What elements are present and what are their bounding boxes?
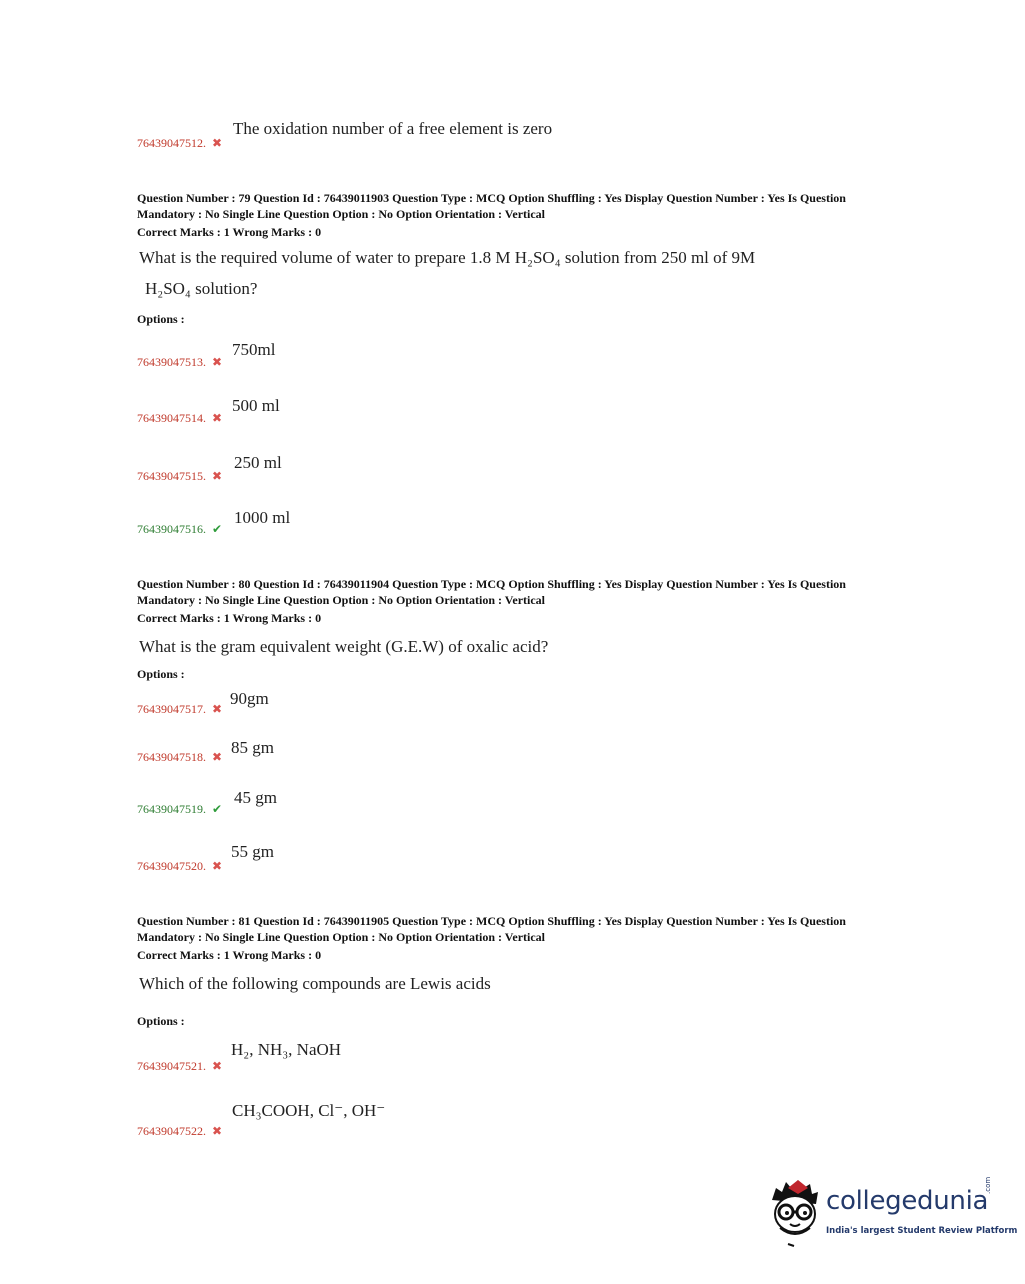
wrong-mark-icon: ✖ <box>212 136 223 150</box>
option-text: 45 gm <box>234 788 277 807</box>
question-meta <box>137 576 917 626</box>
logo-suffix: .com <box>984 1176 992 1194</box>
collegedunia-logo <box>766 1176 1018 1248</box>
option-id-label: 76439047519. <box>137 802 206 816</box>
option-id-label: 76439047514. <box>137 411 206 425</box>
option-id-label: 76439047515. <box>137 469 206 483</box>
meta-line: Question Number : 80 Question Id : 76439011904 Question Type : MCQ Option Shuffling : Yes Display Question Number : Yes Is Question <box>137 577 846 591</box>
check-mark-icon: ✔ <box>212 802 223 816</box>
options-label: Options : <box>137 312 185 326</box>
option-id <box>137 750 222 765</box>
meta-line: Mandatory : No Single Line Question Option : No Option Orientation : Vertical <box>137 207 546 221</box>
option-text: 250 ml <box>234 453 282 472</box>
option-id-label: 76439047513. <box>137 355 206 369</box>
option-id <box>137 702 222 717</box>
wrong-mark-icon: ✖ <box>212 1124 223 1138</box>
question-text-continued: H₂SO₄ solution? <box>145 279 258 298</box>
mascot-face-icon <box>766 1176 824 1248</box>
option-text: 85 gm <box>231 738 274 757</box>
option-id <box>137 411 222 426</box>
wrong-mark-icon: ✖ <box>212 750 223 764</box>
meta-line: Question Number : 79 Question Id : 76439011903 Question Type : MCQ Option Shuffling : Yes Display Question Number : Yes Is Question <box>137 191 846 205</box>
option-id-label: 76439047521. <box>137 1059 206 1073</box>
option-id <box>137 1059 222 1074</box>
option-text: CH₃COOH, Cl⁻, OH⁻ <box>232 1101 386 1120</box>
question-meta <box>137 190 917 240</box>
option-text: 750ml <box>232 340 276 359</box>
option-id <box>137 469 222 484</box>
options-label: Options : <box>137 1014 185 1028</box>
option-id-label: 76439047518. <box>137 750 206 764</box>
option-text: H₂, NH₃, NaOH <box>231 1040 342 1059</box>
marks-line: Correct Marks : 1 Wrong Marks : 0 <box>137 611 322 625</box>
meta-line: Mandatory : No Single Line Question Option : No Option Orientation : Vertical <box>137 930 546 944</box>
wrong-mark-icon: ✖ <box>212 1059 223 1073</box>
question-text: Which of the following compounds are Lewis acids <box>139 974 491 993</box>
option-id <box>137 859 222 874</box>
wrong-mark-icon: ✖ <box>212 859 223 873</box>
wrong-mark-icon: ✖ <box>212 411 223 425</box>
question-meta <box>137 913 917 963</box>
option-id <box>137 355 222 370</box>
question-text: What is the gram equivalent weight (G.E.W) of oxalic acid? <box>139 637 549 656</box>
option-text: 1000 ml <box>234 508 291 527</box>
wrong-mark-icon: ✖ <box>212 469 223 483</box>
option-id <box>137 1124 222 1139</box>
logo-wordmark: collegedunia <box>826 1186 989 1216</box>
option-id <box>137 802 222 817</box>
option-text: The oxidation number of a free element is zero <box>233 119 553 138</box>
marks-line: Correct Marks : 1 Wrong Marks : 0 <box>137 225 322 239</box>
wrong-mark-icon: ✖ <box>212 355 223 369</box>
option-text: 90gm <box>230 689 269 708</box>
option-id-label: 76439047516. <box>137 522 206 536</box>
option-text: 500 ml <box>232 396 280 415</box>
logo-tagline: India's largest Student Review Platform <box>826 1226 1018 1236</box>
question-text: What is the required volume of water to prepare 1.8 M H₂SO₄ solution from 250 ml of 9M <box>139 248 756 267</box>
meta-line: Mandatory : No Single Line Question Option : No Option Orientation : Vertical <box>137 593 546 607</box>
wrong-mark-icon: ✖ <box>212 702 223 716</box>
check-mark-icon: ✔ <box>212 522 223 536</box>
option-id-label: 76439047522. <box>137 1124 206 1138</box>
option-id <box>137 522 222 537</box>
options-label: Options : <box>137 667 185 681</box>
option-text: 55 gm <box>231 842 274 861</box>
option-id-label: 76439047520. <box>137 859 206 873</box>
option-id <box>137 136 222 151</box>
meta-line: Question Number : 81 Question Id : 76439011905 Question Type : MCQ Option Shuffling : Yes Display Question Number : Yes Is Question <box>137 914 846 928</box>
marks-line: Correct Marks : 1 Wrong Marks : 0 <box>137 948 322 962</box>
option-id-label: 76439047512. <box>137 136 206 150</box>
option-id-label: 76439047517. <box>137 702 206 716</box>
